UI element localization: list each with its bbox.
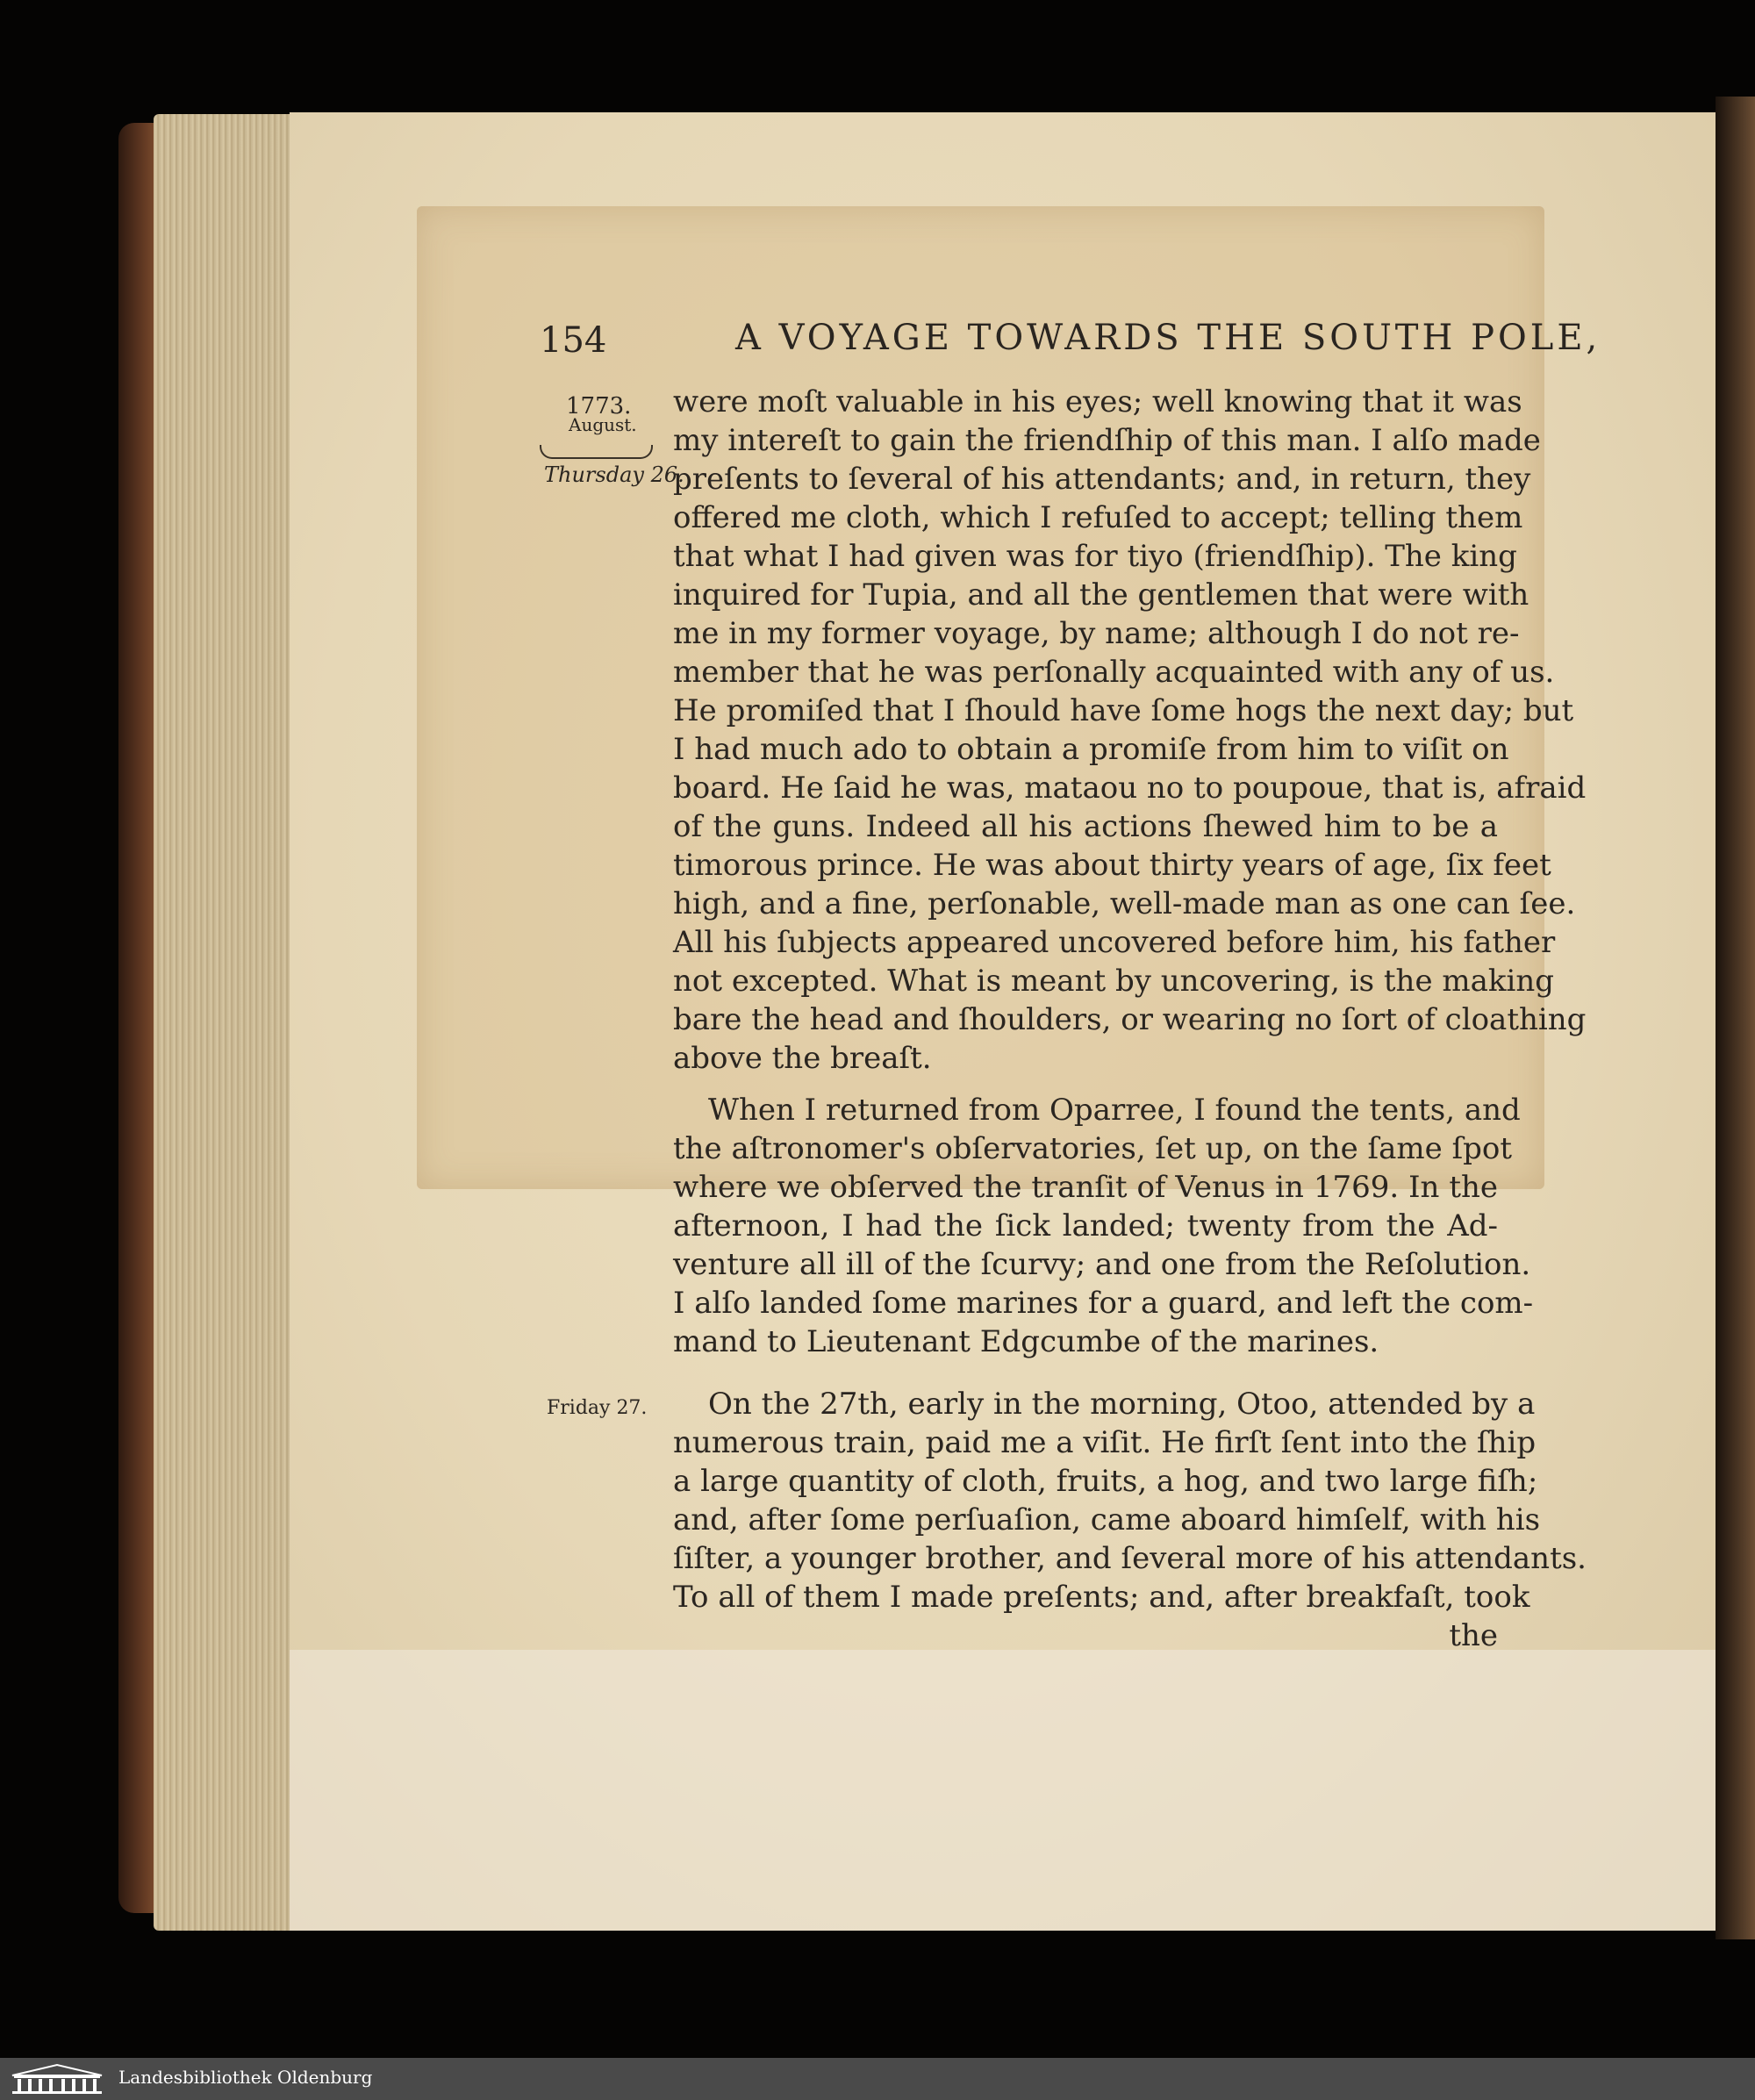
text-line: To all of them I made preſents; and, after breakfaſt, took — [673, 1580, 1530, 1615]
margin-brace — [540, 445, 653, 459]
text-line: All his ſubjects appeared uncovered before him, his father — [673, 925, 1556, 960]
page-edges — [154, 114, 294, 1931]
margin-month: August. — [569, 414, 637, 435]
text-line: and, after ſome perſuaſion, came aboard himſelf, with his — [673, 1502, 1541, 1537]
page-lower-band — [290, 1650, 1720, 1931]
text-line: offered me cloth, which I refuſed to accept; telling them — [673, 500, 1523, 535]
margin-year: 1773. — [566, 393, 632, 419]
text-line: On the 27th, early in the morning, Otoo, attended by a — [708, 1387, 1536, 1422]
text-line: preſents to ſeveral of his attendants; and, in return, they — [673, 462, 1531, 497]
text-line: When I returned from Oparree, I found the tents, and — [708, 1093, 1521, 1128]
text-line: high, and a fine, perſonable, well-made man as one can ſee. — [673, 886, 1576, 921]
text-line: me in my former voyage, by name; although I do not re- — [673, 616, 1520, 651]
text-line: that what I had given was for tiyo (friendſhip). The king — [673, 539, 1517, 574]
footer-bar — [0, 2058, 1755, 2100]
margin-day-thursday: Thursday 26. — [544, 462, 684, 487]
text-line: He promiſed that I ſhould have ſome hogs the next day; but — [673, 693, 1574, 728]
text-line: inquired for Tupia, and all the gentlemen that were with — [673, 577, 1529, 613]
text-line: ſiſter, a younger brother, and ſeveral more of his attendants. — [673, 1541, 1587, 1576]
library-building-icon — [9, 2063, 105, 2095]
library-name: Landesbibliothek Oldenburg — [118, 2067, 373, 2088]
text-line: of the guns. Indeed all his actions ſhewed him to be a — [673, 809, 1498, 844]
text-line: numerous train, paid me a viſit. He firſt ſent into the ſhip — [673, 1425, 1537, 1460]
paragraph-1 — [673, 383, 1587, 1078]
page-number: 154 — [540, 320, 607, 361]
text-line: where we obſerved the tranſit of Venus in 1769. In the — [673, 1170, 1498, 1205]
text-line: afternoon, I had the ſick landed; twenty from the Ad- — [673, 1208, 1498, 1244]
text-line: timorous prince. He was about thirty years of age, ſix feet — [673, 848, 1551, 883]
paragraph-3 — [673, 1385, 1587, 1655]
text-line: above the breaſt. — [673, 1041, 932, 1076]
text-line: my intereſt to gain the friendſhip of this man. I alſo made — [673, 423, 1541, 458]
text-line: I had much ado to obtain a promiſe from him to viſit on — [673, 732, 1509, 767]
text-line: I alſo landed ſome marines for a guard, and left the com- — [673, 1286, 1534, 1321]
text-line: venture all ill of the ſcurvy; and one from the Reſolution. — [673, 1247, 1531, 1282]
paragraph-2 — [673, 1091, 1534, 1361]
margin-day-friday: Friday 27. — [547, 1397, 648, 1419]
text-line: bare the head and ſhoulders, or wearing no ſort of cloathing — [673, 1002, 1587, 1037]
text-line: board. He ſaid he was, mataou no to poupoue, that is, afraid — [673, 770, 1587, 806]
running-head: A VOYAGE TOWARDS THE SOUTH POLE, — [735, 318, 1601, 358]
catchword: the — [1449, 1618, 1498, 1653]
text-line: member that he was perſonally acquainted with any of us. — [673, 655, 1555, 690]
text-line: mand to Lieutenant Edgcumbe of the marines. — [673, 1324, 1379, 1359]
book-gutter — [1716, 97, 1755, 1939]
text-line: a large quantity of cloth, fruits, a hog, and two large fiſh; — [673, 1464, 1538, 1499]
text-line: not excepted. What is meant by uncovering, is the making — [673, 964, 1555, 999]
text-line: the aſtronomer's obſervatories, ſet up, on the ſame ſpot — [673, 1131, 1513, 1166]
text-line: were moſt valuable in his eyes; well knowing that it was — [673, 384, 1522, 419]
